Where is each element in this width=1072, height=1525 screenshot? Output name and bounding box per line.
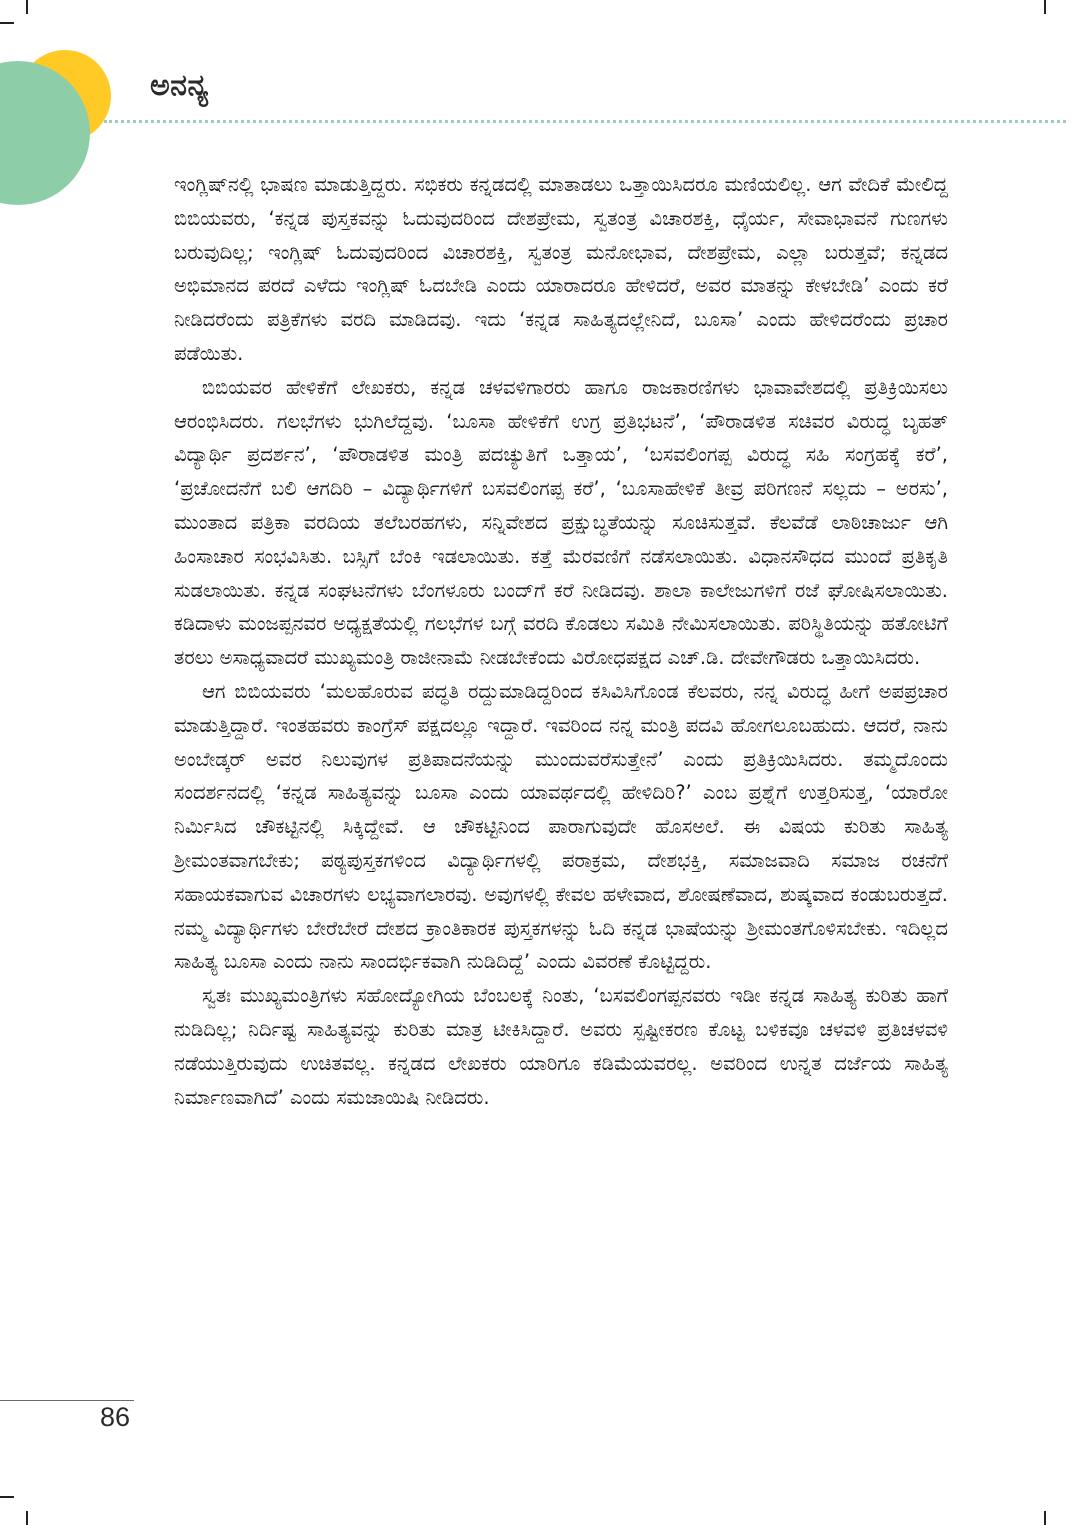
crop-mark xyxy=(1044,1511,1046,1525)
footer-rule xyxy=(0,1400,134,1401)
paragraph: ಸ್ವತಃ ಮುಖ್ಯಮಂತ್ರಿಗಳು ಸಹೋದ್ಯೋಗಿಯ ಬೆಂಬಲಕ್ಕೆ ನಿಂತು, ‘ಬಸವಲಿಂಗಪ್ಪನವರು ಇಡೀ ಕನ್ನಡ ಸಾಹಿತ್ಯ ಕುರಿತು ಹಾಗೆ ನುಡಿದಿಲ್ಲ; ನಿರ್ದಿಷ್ಟ ಸಾಹಿತ್ಯವನ್ನು ಕುರಿತು ಮಾತ್ರ ಟೀಕಿಸಿದ್ದಾರೆ. ಅವರು ಸ್ಪಷ್ಟೀಕರಣ ಕೊಟ್ಟ ಬಳಿಕವೂ ಚಳವಳಿ ಪ್ರತಿಚಳವಳಿ ನಡೆಯುತ್ತಿರುವುದು ಉಚಿತವಲ್ಲ. ಕನ್ನಡದ ಲೇಖಕರು ಯಾರಿಗೂ ಕಡಿಮೆಯವರಲ್ಲ. ಅವರಿಂದ ಉನ್ನತ ದರ್ಜೆಯ ಸಾಹಿತ್ಯ ನಿರ್ಮಾಣವಾಗಿದೆ’ ಎಂದು ಸಮಜಾಯಿಷಿ ನೀಡಿದರು. xyxy=(174,984,948,1109)
paragraph: ಬಿಬಿಯವರ ಹೇಳಿಕೆಗೆ ಲೇಖಕರು, ಕನ್ನಡ ಚಳವಳಿಗಾರರು ಹಾಗೂ ರಾಜಕಾರಣಿಗಳು ಭಾವಾವೇಶದಲ್ಲಿ ಪ್ರತಿಕ್ರಿಯಿಸಲು ಆರಂಭಿಸಿದರು. ಗಲಭೆಗಳು ಭುಗಿಲೆದ್ದವು. ‘ಬೂಸಾ ಹೇಳಿಕೆಗೆ ಉಗ್ರ ಪ್ರತಿಭಟನೆ’, ‘ಪೌರಾಡಳಿತ ಸಚಿವರ ವಿರುದ್ಧ ಬೃಹತ್ ವಿದ್ಯಾರ್ಥಿ ಪ್ರದರ್ಶನ’, ‘ಪೌರಾಡಳಿತ ಮಂತ್ರಿ ಪದಚ್ಯುತಿಗೆ ಒತ್ತಾಯ’, ‘ಬಸವಲಿಂಗಪ್ಪ ವಿರುದ್ಧ ಸಹಿ ಸಂಗ್ರಹಕ್ಕೆ ಕರೆ’, ‘ಪ್ರಚೋದನೆಗೆ ಬಲಿ ಆಗದಿರಿ – ವಿದ್ಯಾರ್ಥಿಗಳಿಗೆ ಬಸವಲಿಂಗಪ್ಪ ಕರೆ’, ‘ಬೂಸಾಹೇಳಿಕೆ ತೀವ್ರ ಪರಿಗಣನೆ ಸಲ್ಲದು – ಅರಸು’, ಮುಂತಾದ ಪತ್ರಿಕಾ ವರದಿಯ ತಲೆಬರಹಗಳು, ಸನ್ನಿವೇಶದ ಪ್ರಕ್ಷುಬ್ಧತೆಯನ್ನು ಸೂಚಿಸುತ್ತವೆ. ಕೆಲವೆಡೆ ಲಾಠಿಚಾರ್ಜು ಆಗಿ ಹಿಂಸಾಚಾರ ಸಂಭವಿಸಿತು. ಬಸ್ಸಿಗೆ ಬೆಂಕಿ ಇಡಲಾಯಿತು. ಕತ್ತೆ ಮೆರವಣಿಗೆ ನಡೆಸಲಾಯಿತು. ವಿಧಾನಸೌಧದ ಮುಂದೆ ಪ್ರತಿಕೃತಿ ಸುಡಲಾಯಿತು. ಕನ್ನಡ ಸಂಘಟನೆಗಳು ಬೆಂಗಳೂರು ಬಂದ್‌ಗೆ ಕರೆ ನೀಡಿದವು. ಶಾಲಾ ಕಾಲೇಜುಗಳಿಗೆ ರಜೆ ಘೋಷಿಸಲಾಯಿತು. ಕಡಿದಾಳು ಮಂಜಪ್ಪನವರ ಅಧ್ಯಕ್ಷತೆಯಲ್ಲಿ ಗಲಭೆಗಳ ಬಗ್ಗೆ ವರದಿ ಕೊಡಲು ಸಮಿತಿ ನೇಮಿಸಲಾಯಿತು. ಪರಿಸ್ಥಿತಿಯನ್ನು ಹತೋಟಿಗೆ ತರಲು ಅಸಾಧ್ಯವಾದರೆ ಮುಖ್ಯಮಂತ್ರಿ ರಾಜೀನಾಮೆ ನೀಡಬೇಕೆಂದು ವಿರೋಧಪಕ್ಷದ ಎಚ್.ಡಿ. ದೇವೇಗೌಡರು ಒತ್ತಾಯಿಸಿದರು. xyxy=(174,375,948,670)
paragraph: ಇಂಗ್ಲಿಷ್‌ನಲ್ಲಿ ಭಾಷಣ ಮಾಡುತ್ತಿದ್ದರು. ಸಭಿಕರು ಕನ್ನಡದಲ್ಲಿ ಮಾತಾಡಲು ಒತ್ತಾಯಿಸಿದರೂ ಮಣಿಯಲಿಲ್ಲ. ಆಗ ವೇದಿಕೆ ಮೇಲಿದ್ದ ಬಿಬಿಯವರು, ‘ಕನ್ನಡ ಪುಸ್ತಕವನ್ನು ಓದುವುದರಿಂದ ದೇಶಪ್ರೇಮ, ಸ್ವತಂತ್ರ ವಿಚಾರಶಕ್ತಿ, ಧೈರ್ಯ, ಸೇವಾಭಾವನೆ ಗುಣಗಳು ಬರುವುದಿಲ್ಲ; ಇಂಗ್ಲಿಷ್ ಓದುವುದರಿಂದ ವಿಚಾರಶಕ್ತಿ, ಸ್ವತಂತ್ರ ಮನೋಭಾವ, ದೇಶಪ್ರೇಮ, ಎಲ್ಲಾ ಬರುತ್ತವೆ; ಕನ್ನಡದ ಅಭಿಮಾನದ ಪರದೆ ಎಳೆದು ಇಂಗ್ಲಿಷ್ ಓದಬೇಡಿ ಎಂದು ಯಾರಾದರೂ ಹೇಳಿದರೆ, ಅವರ ಮಾತನ್ನು ಕೇಳಬೇಡಿ’ ಎಂದು ಕರೆ ನೀಡಿದರೆಂದು ಪತ್ರಿಕೆಗಳು ವರದಿ ಮಾಡಿದವು. ಇದು ‘ಕನ್ನಡ ಸಾಹಿತ್ಯದಲ್ಲೇನಿದೆ, ಬೂಸಾ’ ಎಂದು ಹೇಳಿದರೆಂದು ಪ್ರಚಾರ ಪಡೆಯಿತು. xyxy=(174,173,948,365)
header-dotted-rule xyxy=(104,120,1066,123)
page-number: 86 xyxy=(100,1402,131,1432)
decorative-circles xyxy=(0,0,120,210)
crop-mark xyxy=(1044,0,1046,14)
body-text xyxy=(174,168,948,1114)
running-header-title: ಅನನ್ಯ xyxy=(150,68,209,103)
paragraph: ಆಗ ಬಿಬಿಯವರು ‘ಮಲಹೊರುವ ಪದ್ಧತಿ ರದ್ದುಮಾಡಿದ್ದರಿಂದ ಕಸಿವಿಸಿಗೊಂಡ ಕೆಲವರು, ನನ್ನ ವಿರುದ್ಧ ಹೀಗೆ ಅಪಪ್ರಚಾರ ಮಾಡುತ್ತಿದ್ದಾರೆ. ಇಂತಹವರು ಕಾಂಗ್ರೆಸ್ ಪಕ್ಷದಲ್ಲೂ ಇದ್ದಾರೆ. ಇವರಿಂದ ನನ್ನ ಮಂತ್ರಿ ಪದವಿ ಹೋಗಲೂಬಹುದು. ಆದರೆ, ನಾನು ಅಂಬೇಡ್ಕರ್ ಅವರ ನಿಲುವುಗಳ ಪ್ರತಿಪಾದನೆಯನ್ನು ಮುಂದುವರೆಸುತ್ತೇನೆ’ ಎಂದು ಪ್ರತಿಕ್ರಿಯಿಸಿದರು. ತಮ್ಮದೊಂದು ಸಂದರ್ಶನದಲ್ಲಿ ‘ಕನ್ನಡ ಸಾಹಿತ್ಯವನ್ನು ಬೂಸಾ ಎಂದು ಯಾವರ್ಥದಲ್ಲಿ ಹೇಳಿದಿರಿ?’ ಎಂಬ ಪ್ರಶ್ನೆಗೆ ಉತ್ತರಿಸುತ್ತ, ‘ಯಾರೋ ನಿರ್ಮಿಸಿದ ಚೌಕಟ್ಟಿನಲ್ಲಿ ಸಿಕ್ಕಿದ್ದೇವೆ. ಆ ಚೌಕಟ್ಟಿನಿಂದ ಪಾರಾಗುವುದೇ ಹೊಸಅಲೆ. ಈ ವಿಷಯ ಕುರಿತು ಸಾಹಿತ್ಯ ಶ್ರೀಮಂತವಾಗಬೇಕು; ಪಠ್ಯಪುಸ್ತಕಗಳಿಂದ ವಿದ್ಯಾರ್ಥಿಗಳಲ್ಲಿ ಪರಾಕ್ರಮ, ದೇಶಭಕ್ತಿ, ಸಮಾಜವಾದಿ ಸಮಾಜ ರಚನೆಗೆ ಸಹಾಯಕವಾಗುವ ವಿಚಾರಗಳು ಲಭ್ಯವಾಗಲಾರವು. ಅವುಗಳಲ್ಲಿ ಕೇವಲ ಹಳೇವಾದ, ಶೋಷಣೆವಾದ, ಶುಷ್ಕವಾದ ಕಂಡುಬರುತ್ತದೆ. ನಮ್ಮ ವಿದ್ಯಾರ್ಥಿಗಳು ಬೇರೆಬೇರೆ ದೇಶದ ಕ್ರಾಂತಿಕಾರಕ ಪುಸ್ತಕಗಳನ್ನು ಓದಿ ಕನ್ನಡ ಭಾಷೆಯನ್ನು ಶ್ರೀಮಂತಗೊಳಿಸಬೇಕು. ಇದಿಲ್ಲದ ಸಾಹಿತ್ಯ ಬೂಸಾ ಎಂದು ನಾನು ಸಾಂದರ್ಭಿಕವಾಗಿ ನುಡಿದಿದ್ದೆ’ ಎಂದು ವಿವರಣೆ ಕೊಟ್ಟಿದ್ದರು. xyxy=(174,679,948,974)
crop-mark xyxy=(0,1496,14,1498)
crop-mark xyxy=(26,1511,28,1525)
